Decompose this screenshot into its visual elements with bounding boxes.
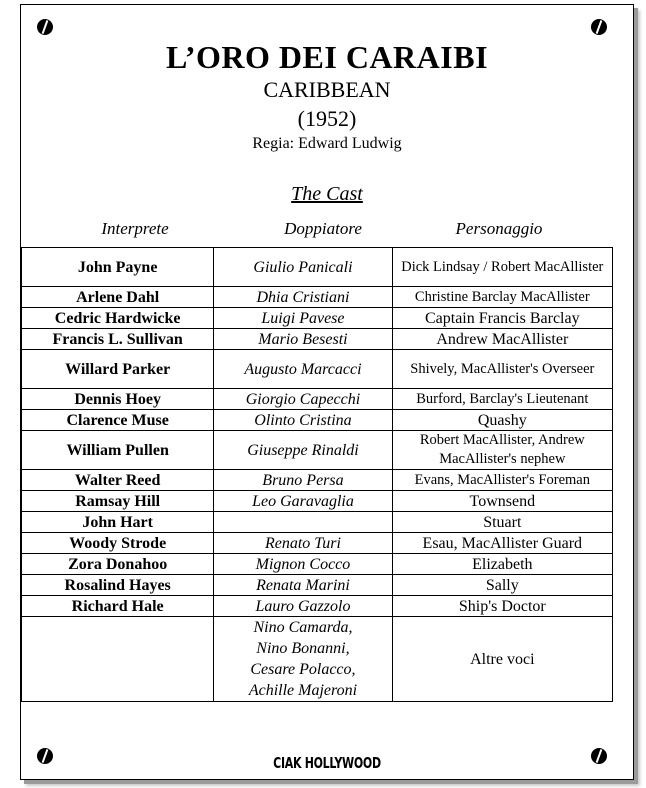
original-title: CARIBBEAN	[263, 77, 391, 102]
actor-name: Woody Strode	[22, 533, 214, 554]
table-row	[22, 248, 613, 287]
italian-title: L’ORO DEI CARAIBI	[165, 39, 489, 75]
voice-actor: Giorgio Capecchi	[214, 389, 392, 410]
table-row	[22, 470, 613, 491]
actor-name: William Pullen	[22, 431, 214, 470]
character-name: Ship's Doctor	[392, 596, 612, 617]
actor-name-empty	[22, 617, 214, 702]
column-header-role: Personaggio	[455, 219, 543, 238]
other-voices-label: Altre voci	[392, 617, 612, 702]
actor-name: John Hart	[22, 512, 214, 533]
character-name: Andrew MacAllister	[392, 329, 612, 350]
other-voices-list	[214, 617, 392, 702]
table-row	[22, 410, 613, 431]
actor-name: John Payne	[22, 248, 214, 287]
voice-actor: Leo Garavaglia	[214, 491, 392, 512]
voice-actor: Nino Bonanni,	[256, 640, 350, 657]
actor-name: Walter Reed	[22, 470, 214, 491]
voice-actor: Renata Marini	[214, 575, 392, 596]
release-year: (1952)	[297, 106, 357, 131]
cast-plaque	[20, 4, 634, 780]
table-row	[22, 575, 613, 596]
character-name: Dick Lindsay / Robert MacAllister	[392, 248, 612, 287]
actor-name: Rosalind Hayes	[22, 575, 214, 596]
character-name: Stuart	[392, 512, 612, 533]
voice-actor: Mignon Cocco	[214, 554, 392, 575]
column-header-voice: Doppiatore	[284, 219, 362, 238]
actor-name: Willard Parker	[22, 350, 214, 389]
actor-name: Dennis Hoey	[22, 389, 214, 410]
actor-name: Francis L. Sullivan	[22, 329, 214, 350]
ciak-hollywood-logo	[21, 754, 633, 773]
character-name: Elizabeth	[392, 554, 612, 575]
character-name: Sally	[392, 575, 612, 596]
actor-name: Richard Hale	[22, 596, 214, 617]
actor-name: Clarence Muse	[22, 410, 214, 431]
voice-actor: Lauro Gazzolo	[214, 596, 392, 617]
logo-text: CIAK HOLLYWOOD	[273, 754, 381, 773]
voice-actor: Dhia Cristiani	[214, 287, 392, 308]
character-name: Shively, MacAllister's Overseer	[392, 350, 612, 389]
table-row	[22, 554, 613, 575]
director-credit: Regia: Edward Ludwig	[252, 135, 402, 152]
voice-actor: Luigi Pavese	[214, 308, 392, 329]
table-row	[22, 512, 613, 533]
column-header-actor: Interprete	[101, 219, 169, 238]
actor-name: Zora Donahoo	[22, 554, 214, 575]
table-row	[22, 389, 613, 410]
table-row	[22, 596, 613, 617]
screw-icon	[37, 19, 53, 35]
table-row	[22, 329, 613, 350]
character-name: Evans, MacAllister's Foreman	[392, 470, 612, 491]
actor-name: Arlene Dahl	[22, 287, 214, 308]
voice-actor: Achille Majeroni	[248, 682, 358, 699]
voice-actor: Augusto Marcacci	[214, 350, 392, 389]
character-name: Townsend	[392, 491, 612, 512]
character-name: Robert MacAllister, Andrew MacAllister's nephew	[392, 431, 612, 470]
table-row	[22, 431, 613, 470]
table-row	[22, 350, 613, 389]
table-row	[22, 491, 613, 512]
table-row	[22, 533, 613, 554]
voice-actor: Nino Camarda,	[253, 619, 353, 636]
voice-actor: Renato Turi	[214, 533, 392, 554]
voice-actor: Giulio Panicali	[214, 248, 392, 287]
character-name: Esau, MacAllister Guard	[392, 533, 612, 554]
character-name: Quashy	[392, 410, 612, 431]
cast-heading: The Cast	[291, 183, 363, 205]
cast-table	[21, 247, 613, 702]
screw-icon	[591, 19, 607, 35]
character-name: Christine Barclay MacAllister	[392, 287, 612, 308]
voice-actor: Giuseppe Rinaldi	[214, 431, 392, 470]
voice-actor	[214, 512, 392, 533]
table-row	[22, 287, 613, 308]
voice-actor: Mario Besesti	[214, 329, 392, 350]
table-row	[22, 308, 613, 329]
table-row-other-voices	[22, 617, 613, 702]
actor-name: Ramsay Hill	[22, 491, 214, 512]
voice-actor: Cesare Polacco,	[250, 661, 356, 678]
actor-name: Cedric Hardwicke	[22, 308, 214, 329]
voice-actor: Bruno Persa	[214, 470, 392, 491]
voice-actor: Olinto Cristina	[214, 410, 392, 431]
character-name: Captain Francis Barclay	[392, 308, 612, 329]
character-name: Burford, Barclay's Lieutenant	[392, 389, 612, 410]
